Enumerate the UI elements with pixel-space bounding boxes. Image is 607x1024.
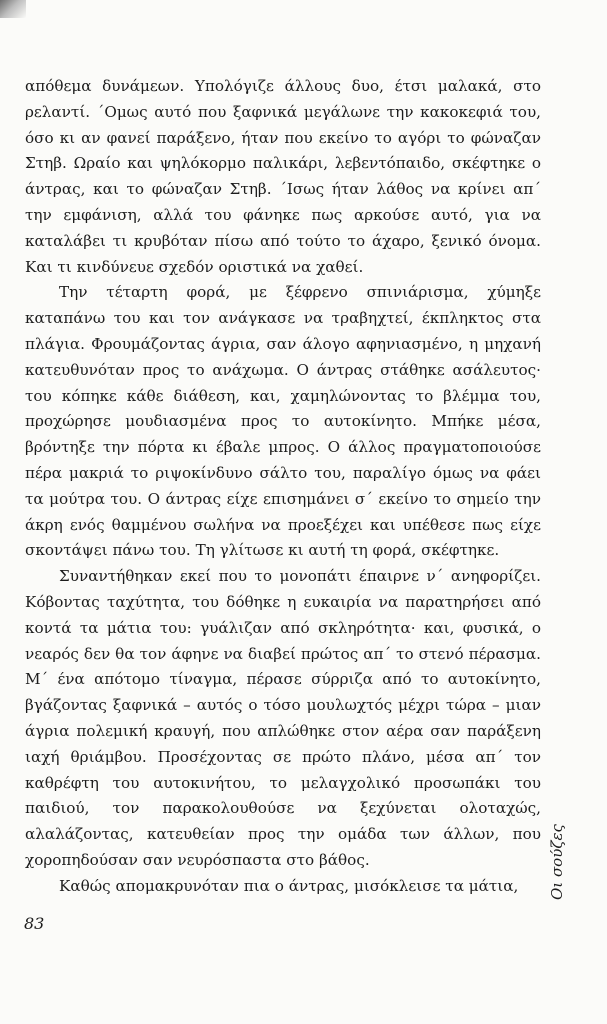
paragraph: Καθώς απομακρυνόταν πια ο άντρας, μισόκλεισε τα μάτια, [59, 876, 519, 895]
paragraph: απόθεμα δυνάμεων. Υπολόγιζε άλλους δυο, έτσι μαλακά, στο ρελαντί. ΄Ομως αυτό που ξαφνικά μεγάλωνε την κακοκεφιά του, όσο κι αν φανεί παράξενο, ήταν που εκείνο το αγόρι το φώναζαν Στηβ. Ωραίο και ψηλόκορμο παλικάρι, λεβεντόπαιδο, σκέφτηκε ο άντρας, και το φώναζαν Στηβ. ΄Ισως ήταν λάθος να κρίνει απ΄ την εμφάνιση, αλλά του φάνηκε πως αρκούσε αυτό, για να καταλάβει τι κρυβόταν πίσω από τούτο το άχαρο, ξενικό όνομα. Και τι κινδύνευε σχεδόν οριστικά να χαθεί. [25, 77, 541, 276]
page-corner-shadow [0, 0, 26, 18]
paragraph: Την τέταρτη φορά, με ξέφρενο σπινιάρισμα, χύμηξε καταπάνω του και τον ανάγκασε να τραβηχτεί, έκπληκτος στα πλάγια. Φρουμάζοντας άγρια, σαν άλογο αφηνιασμένο, η μηχανή κατευθυνόταν προς το ανάχωμα. Ο άντρας στάθηκε ασάλευτος· του κόπηκε κάθε διάθεση, και, χαμηλώνοντας το βλέμμα του, προχώρησε μουδιασμένα προς το αυτοκίνητο. Μπήκε μέσα, βρόντηξε την πόρτα κι έβαλε μπρος. Ο άλλος πραγματοποιούσε πέρα μακριά το ριψοκίνδυνο σάλτο του, παραλίγο όμως να φάει τα μούτρα του. Ο άντρας είχε επισημάνει σ΄ εκείνο το σημείο την άκρη ενός θαμμένου σωλήνα να προεξέχει και υπέθεσε πως είχε σκοντάψει πάνω του. Τη γλίτωσε κι αυτή τη φορά, σκέφτηκε. [25, 283, 541, 560]
running-head: Οι σούζες [548, 824, 566, 900]
page-number: 83 [24, 914, 45, 933]
paragraph: Συναντήθηκαν εκεί που το μονοπάτι έπαιρνε ν΄ ανηφορίζει. Κόβοντας ταχύτητα, του δόθηκε η ευκαιρία να παρατηρήσει από κοντά τα μάτια του: γυάλιζαν από σκληρότητα· και, φυσικά, ο νεαρός δεν θα τον άφηνε να διαβεί πρώτος απ΄ το στενό πέρασμα. Μ΄ ένα απότομο τίναγμα, πέρασε σύρριζα από το αυτοκίνητο, βγάζοντας ξαφνικά – αυτός ο τόσο μουλωχτός μέχρι τώρα – μιαν άγρια πολεμική κραυγή, που απλώθηκε στον αέρα σαν παράξενη ιαχή θριάμβου. Προσέχοντας σε πρώτο πλάνο, μέσα απ΄ τον καθρέφτη του αυτοκινήτου, το μελαγχολικό προσωπάκι του παιδιού, τον παρακολουθούσε να ξεχύνεται ολοταχώς, αλαλάζοντας, κατευθείαν προς την ομάδα των άλλων, που χοροπηδούσαν σαν νευρόσπαστα στο βάθος. [25, 567, 541, 869]
body-text [25, 74, 541, 900]
